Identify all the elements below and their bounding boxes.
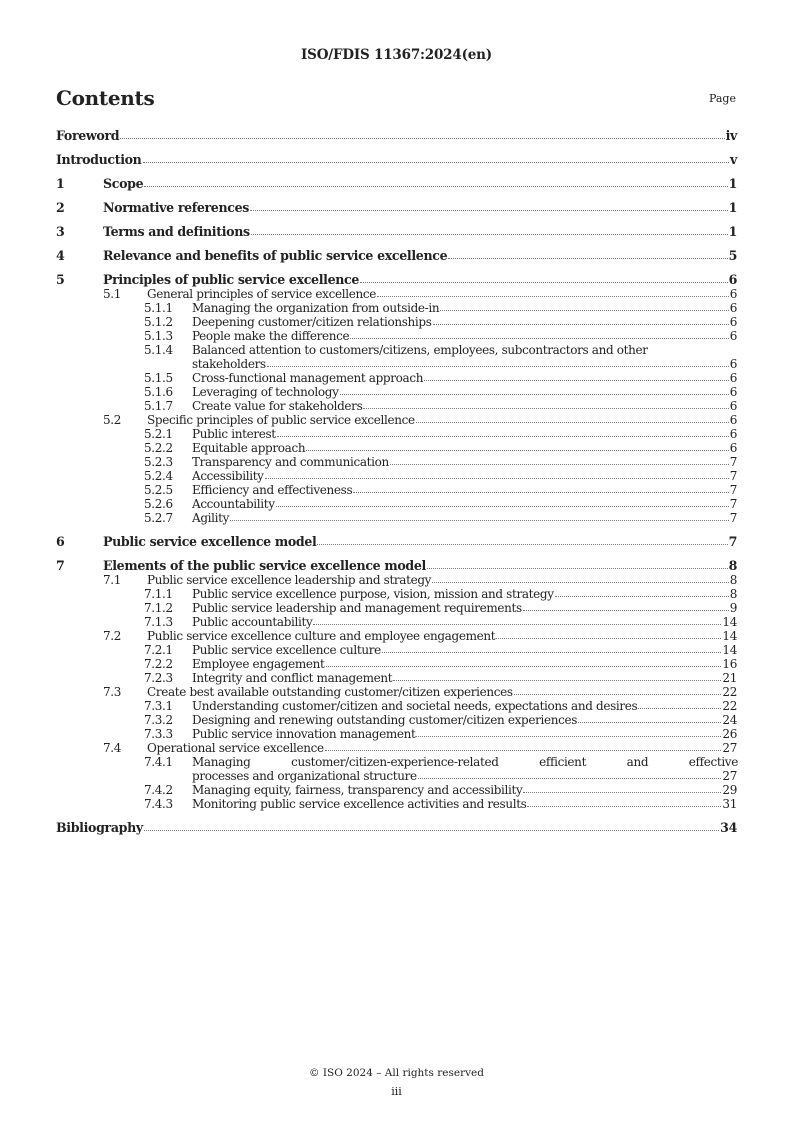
toc-entry-2[interactable] <box>56 200 737 215</box>
toc-entry-title[interactable]: Public service excellence culture and employee engagement <box>147 629 496 643</box>
toc-entry-page[interactable]: 7 <box>729 455 737 469</box>
toc-entry-title[interactable]: Managing equity, fairness, transparency and accessibility <box>192 783 523 797</box>
toc-entry-title[interactable]: Public accountability <box>192 615 313 629</box>
toc-entry-number: 5.1.7 <box>144 399 173 413</box>
toc-entry-5-1-7[interactable] <box>56 399 737 413</box>
toc-entry-number: 7.4 <box>103 741 122 755</box>
toc-entry-title[interactable]: Public service excellence model <box>103 534 317 549</box>
dot-leader <box>317 544 727 545</box>
toc-entry-5-1-2[interactable] <box>56 315 737 329</box>
toc-entry-page[interactable]: 6 <box>729 315 737 329</box>
dot-leader <box>265 478 729 479</box>
dot-leader <box>382 652 722 653</box>
toc-entry-7-2-3[interactable] <box>56 671 737 685</box>
toc-entry-page[interactable]: 7 <box>729 497 737 511</box>
toc-entry-page[interactable]: 1 <box>728 224 737 239</box>
toc-entry-page[interactable]: 9 <box>729 601 737 615</box>
toc-entry-number: 7.4.1 <box>144 755 173 769</box>
toc-entry-number: 5.2.6 <box>144 497 173 511</box>
toc-entry-page[interactable]: 26 <box>722 727 737 741</box>
dot-leader <box>527 806 721 807</box>
toc-entry-title[interactable]: Equitable approach <box>192 441 306 455</box>
toc-entry-page[interactable]: 7 <box>728 534 737 549</box>
toc-entry-title-line1[interactable]: Balanced attention to customers/citizens, employees, subcontractors and other <box>192 343 648 357</box>
toc-entry-title[interactable]: Monitoring public service excellence activities and results <box>192 797 527 811</box>
toc-entry-title[interactable]: Agility <box>192 511 230 525</box>
toc-entry-7[interactable] <box>56 558 737 573</box>
toc-entry-page[interactable]: 7 <box>729 469 737 483</box>
toc-entry-page[interactable]: 6 <box>729 399 737 413</box>
toc-entry-5-2-5[interactable] <box>56 483 737 497</box>
toc-entry-number: 7.2.3 <box>144 671 173 685</box>
toc-entry-continuation[interactable] <box>56 357 737 371</box>
dot-leader <box>313 624 721 625</box>
page-column-label: Page <box>708 92 736 105</box>
dot-leader <box>418 778 722 779</box>
toc-entry-title[interactable]: Bibliography <box>56 820 143 835</box>
toc-entry-page[interactable]: 6 <box>729 413 737 427</box>
toc-entry-title[interactable]: Introduction <box>56 152 142 167</box>
toc-entry-number: 7.1.1 <box>144 587 173 601</box>
toc-entry-foreword[interactable] <box>56 128 737 143</box>
dot-leader <box>393 680 721 681</box>
toc-entry-number: 5 <box>56 272 65 287</box>
toc-entry-title[interactable]: Public service innovation management <box>192 727 416 741</box>
toc-entry-page[interactable]: 27 <box>722 769 737 783</box>
toc-entry-number: 5.1.4 <box>144 343 173 357</box>
toc-entry-number: 5.2.3 <box>144 455 173 469</box>
dot-leader <box>143 162 730 163</box>
dot-leader <box>350 338 728 339</box>
table-of-contents <box>56 128 737 835</box>
toc-entry-page[interactable]: 5 <box>728 248 737 263</box>
toc-entry-page[interactable]: 6 <box>729 441 737 455</box>
toc-entry-page[interactable]: 6 <box>729 357 737 371</box>
toc-entry-title-line2[interactable]: stakeholders <box>192 357 266 371</box>
toc-entry-number: 2 <box>56 200 65 215</box>
toc-entry-5-1-1[interactable] <box>56 301 737 315</box>
toc-entry-page[interactable]: v <box>730 152 737 167</box>
toc-entry-5-1-4[interactable] <box>56 343 737 357</box>
toc-entry-page[interactable]: 7 <box>729 511 737 525</box>
toc-entry-7-2[interactable] <box>56 629 737 643</box>
toc-entry-number: 5.2.5 <box>144 483 173 497</box>
toc-entry-number: 7.3.1 <box>144 699 173 713</box>
dot-leader <box>523 610 729 611</box>
toc-entry-page[interactable]: 14 <box>722 615 737 629</box>
toc-entry-7-3-2[interactable] <box>56 713 737 727</box>
toc-entry-title[interactable]: Employee engagement <box>192 657 325 671</box>
toc-entry-title[interactable]: Normative references <box>103 200 250 215</box>
toc-entry-number: 7.2.1 <box>144 643 173 657</box>
toc-entry-5-2[interactable] <box>56 413 737 427</box>
toc-entry-5-1[interactable] <box>56 287 737 301</box>
toc-entry-title[interactable]: Specific principles of public service excellence <box>147 413 415 427</box>
dot-leader <box>440 310 728 311</box>
toc-entry-number: 3 <box>56 224 65 239</box>
dot-leader <box>390 464 729 465</box>
toc-entry-page[interactable]: 22 <box>722 699 737 713</box>
toc-entry-page[interactable]: 21 <box>722 671 737 685</box>
toc-entry-5-1-5[interactable] <box>56 371 737 385</box>
toc-entry-number: 7.4.2 <box>144 783 173 797</box>
toc-entry-bibliography[interactable] <box>56 820 737 835</box>
toc-entry-number: 7.1.2 <box>144 601 173 615</box>
toc-entry-5-2-2[interactable] <box>56 441 737 455</box>
dot-leader <box>363 408 728 409</box>
toc-entry-page[interactable]: 14 <box>722 629 737 643</box>
toc-entry-title[interactable]: Elements of the public service excellence model <box>103 558 426 573</box>
dot-leader <box>424 380 729 381</box>
toc-entry-title[interactable]: Public service leadership and management requirements <box>192 601 522 615</box>
dot-leader <box>306 450 729 451</box>
toc-entry-title[interactable]: Public service excellence culture <box>192 643 381 657</box>
page-number: iii <box>391 1085 402 1098</box>
toc-entry-page[interactable]: 24 <box>722 713 737 727</box>
dot-leader <box>360 282 728 283</box>
toc-entry-5-2-1[interactable] <box>56 427 737 441</box>
dot-leader <box>340 394 729 395</box>
toc-entry-number: 7.4.3 <box>144 797 173 811</box>
toc-entry-4[interactable] <box>56 248 737 263</box>
toc-entry-number: 7.1 <box>103 573 122 587</box>
copyright-footer: © ISO 2024 – All rights reserved <box>309 1067 484 1079</box>
toc-entry-number: 7.2.2 <box>144 657 173 671</box>
toc-entry-5[interactable] <box>56 272 737 287</box>
toc-entry-number: 5.1.5 <box>144 371 173 385</box>
dot-leader <box>377 296 729 297</box>
dot-leader <box>416 422 729 423</box>
toc-entry-title[interactable]: Create best available outstanding customer/citizen experiences <box>147 685 513 699</box>
toc-entry-5-2-6[interactable] <box>56 497 737 511</box>
toc-entry-title-line2[interactable]: processes and organizational structure <box>192 769 417 783</box>
toc-entry-title[interactable]: Accountability <box>192 497 275 511</box>
toc-entry-7-1-3[interactable] <box>56 615 737 629</box>
toc-entry-page[interactable]: 1 <box>728 200 737 215</box>
toc-entry-5-2-3[interactable] <box>56 455 737 469</box>
toc-entry-page[interactable]: 31 <box>722 797 737 811</box>
toc-entry-title[interactable]: Designing and renewing outstanding customer/citizen experiences <box>192 713 578 727</box>
toc-entry-title[interactable]: Integrity and conflict management <box>192 671 393 685</box>
toc-entry-number: 5.1.2 <box>144 315 173 329</box>
toc-entry-number: 5.2.7 <box>144 511 173 525</box>
dot-leader <box>325 750 722 751</box>
toc-entry-7-4-3[interactable] <box>56 797 737 811</box>
toc-entry-page[interactable]: 1 <box>728 176 737 191</box>
toc-entry-page[interactable]: 29 <box>722 783 737 797</box>
toc-entry-page[interactable]: 16 <box>722 657 737 671</box>
dot-leader <box>638 708 721 709</box>
document-header: ISO/FDIS 11367:2024(en) <box>301 47 492 63</box>
toc-entry-title[interactable]: Scope <box>103 176 144 191</box>
contents-heading: Contents <box>56 86 155 110</box>
toc-entry-title[interactable]: Understanding customer/citizen and societal needs, expectations and desires <box>192 699 638 713</box>
toc-entry-page[interactable]: 7 <box>729 483 737 497</box>
toc-entry-7-3[interactable] <box>56 685 737 699</box>
toc-entry-title[interactable]: Foreword <box>56 128 120 143</box>
dot-leader <box>555 596 729 597</box>
dot-leader <box>267 366 729 367</box>
dot-leader <box>523 792 721 793</box>
toc-entry-7-1-2[interactable] <box>56 601 737 615</box>
toc-entry-number: 5.2.4 <box>144 469 173 483</box>
dot-leader <box>144 830 719 831</box>
dot-leader <box>144 186 727 187</box>
dot-leader <box>433 324 729 325</box>
toc-entry-page[interactable]: 6 <box>729 385 737 399</box>
dot-leader <box>326 666 722 667</box>
toc-entry-number: 5.2 <box>103 413 122 427</box>
dot-leader <box>514 694 722 695</box>
toc-entry-title-line1[interactable]: Managing customer/citizen-experience-related efficient and effective <box>192 755 738 769</box>
toc-entry-5-1-6[interactable] <box>56 385 737 399</box>
toc-entry-number: 5.1.6 <box>144 385 173 399</box>
toc-entry-title[interactable]: Efficiency and effectiveness <box>192 483 353 497</box>
dot-leader <box>427 568 728 569</box>
toc-entry-title[interactable]: Transparency and communication <box>192 455 389 469</box>
toc-entry-7-2-2[interactable] <box>56 657 737 671</box>
toc-entry-number: 4 <box>56 248 65 263</box>
toc-entry-1[interactable] <box>56 176 737 191</box>
toc-entry-number: 6 <box>56 534 65 549</box>
dot-leader <box>496 638 721 639</box>
dot-leader <box>251 234 728 235</box>
dot-leader <box>120 138 724 139</box>
toc-entry-title[interactable]: Create value for stakeholders <box>192 399 363 413</box>
toc-entry-page[interactable]: 6 <box>729 301 737 315</box>
toc-entry-page[interactable]: 14 <box>722 643 737 657</box>
toc-entry-title[interactable]: Operational service excellence <box>147 741 324 755</box>
toc-entry-title[interactable]: Principles of public service excellence <box>103 272 360 287</box>
toc-entry-number: 5.1.3 <box>144 329 173 343</box>
toc-entry-number: 7.3.3 <box>144 727 173 741</box>
toc-entry-introduction[interactable] <box>56 152 737 167</box>
toc-entry-page[interactable]: 27 <box>722 741 737 755</box>
toc-entry-page[interactable]: 8 <box>729 587 737 601</box>
toc-entry-number: 5.1 <box>103 287 122 301</box>
toc-entry-7-3-1[interactable] <box>56 699 737 713</box>
toc-entry-title[interactable]: Terms and definitions <box>103 224 250 239</box>
toc-entry-title[interactable]: Public service excellence leadership and strategy <box>147 573 432 587</box>
toc-entry-page[interactable]: 34 <box>720 820 737 835</box>
toc-entry-number: 7.3 <box>103 685 122 699</box>
toc-entry-title[interactable]: Leveraging of technology <box>192 385 339 399</box>
toc-entry-title[interactable]: Cross-functional management approach <box>192 371 424 385</box>
toc-entry-7-4-2[interactable] <box>56 783 737 797</box>
dot-leader <box>250 210 728 211</box>
dot-leader <box>432 582 729 583</box>
toc-entry-number: 7.2 <box>103 629 122 643</box>
toc-entry-7-1-1[interactable] <box>56 587 737 601</box>
toc-entry-7-2-1[interactable] <box>56 643 737 657</box>
toc-entry-5-1-3[interactable] <box>56 329 737 343</box>
dot-leader <box>230 520 729 521</box>
toc-entry-number: 7 <box>56 558 65 573</box>
dot-leader <box>276 506 729 507</box>
toc-entry-page[interactable]: 6 <box>728 272 737 287</box>
toc-entry-page[interactable]: 8 <box>728 558 737 573</box>
toc-entry-title[interactable]: Accessibility <box>192 469 264 483</box>
toc-entry-page[interactable]: 8 <box>729 573 737 587</box>
toc-entry-title[interactable]: Managing the organization from outside-in <box>192 301 440 315</box>
toc-entry-5-2-7[interactable] <box>56 511 737 525</box>
toc-entry-number: 7.1.3 <box>144 615 173 629</box>
toc-entry-number: 5.1.1 <box>144 301 173 315</box>
toc-entry-7-4[interactable] <box>56 741 737 755</box>
dot-leader <box>353 492 728 493</box>
toc-entry-page[interactable]: 22 <box>722 685 737 699</box>
dot-leader <box>578 722 721 723</box>
toc-entry-page[interactable]: iv <box>725 128 737 143</box>
toc-entry-continuation[interactable] <box>56 769 737 783</box>
toc-entry-title[interactable]: Deepening customer/citizen relationships <box>192 315 432 329</box>
toc-entry-title[interactable]: General principles of service excellence <box>147 287 376 301</box>
toc-entry-5-2-4[interactable] <box>56 469 737 483</box>
toc-entry-number: 5.2.2 <box>144 441 173 455</box>
toc-entry-page[interactable]: 6 <box>729 427 737 441</box>
toc-entry-title[interactable]: Public interest <box>192 427 276 441</box>
toc-entry-title[interactable]: Relevance and benefits of public service excellence <box>103 248 448 263</box>
toc-entry-title[interactable]: Public service excellence purpose, vision, mission and strategy <box>192 587 554 601</box>
toc-entry-7-4-1[interactable] <box>56 755 737 769</box>
toc-entry-7-3-3[interactable] <box>56 727 737 741</box>
toc-entry-3[interactable] <box>56 224 737 239</box>
toc-entry-number: 1 <box>56 176 65 191</box>
toc-entry-number: 7.3.2 <box>144 713 173 727</box>
dot-leader <box>448 258 727 259</box>
toc-entry-page[interactable]: 6 <box>729 371 737 385</box>
dot-leader <box>416 736 721 737</box>
toc-entry-number: 5.2.1 <box>144 427 173 441</box>
dot-leader <box>277 436 729 437</box>
toc-entry-page[interactable]: 6 <box>729 329 737 343</box>
toc-entry-7-1[interactable] <box>56 573 737 587</box>
toc-entry-title[interactable]: People make the difference <box>192 329 350 343</box>
toc-entry-6[interactable] <box>56 534 737 549</box>
toc-entry-page[interactable]: 6 <box>729 287 737 301</box>
